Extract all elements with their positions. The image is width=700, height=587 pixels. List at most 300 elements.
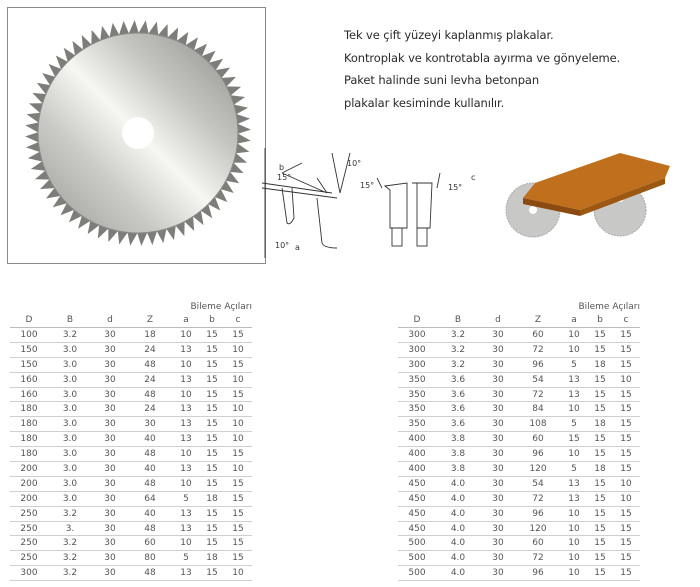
table-cell: 10 — [612, 372, 640, 387]
table-cell: 3.0 — [48, 447, 92, 462]
column-header: c — [612, 313, 640, 328]
table-cell: 30 — [92, 566, 128, 581]
table-cell: 180 — [10, 447, 48, 462]
table-cell: 30 — [92, 506, 128, 521]
panel-cutting-illustration — [505, 138, 690, 248]
table-cell: 15 — [224, 536, 252, 551]
table-cell: 15 — [612, 536, 640, 551]
table-cell: 200 — [10, 476, 48, 491]
table-cell: 10 — [224, 432, 252, 447]
table-cell: 180 — [10, 432, 48, 447]
table-cell: 30 — [480, 447, 516, 462]
table-cell: 60 — [128, 536, 172, 551]
column-header: a — [560, 313, 588, 328]
table-cell: 10 — [612, 491, 640, 506]
table-row — [10, 491, 252, 506]
table-cell: 3.0 — [48, 462, 92, 477]
group-header: Bileme Açıları — [190, 301, 252, 312]
table-cell: 3. — [48, 521, 92, 536]
table-row — [398, 432, 640, 447]
table-row — [398, 417, 640, 432]
table-row — [398, 506, 640, 521]
label-top-angle: 10° — [347, 159, 362, 168]
table-cell: 4.0 — [436, 491, 480, 506]
table-cell: 15 — [200, 536, 224, 551]
table-cell: 96 — [516, 506, 560, 521]
column-header: d — [92, 313, 128, 328]
description-line: plakalar kesiminde kullanılır. — [344, 95, 505, 110]
table-row — [10, 536, 252, 551]
table-cell: 15 — [224, 521, 252, 536]
table-cell: 4.0 — [436, 476, 480, 491]
column-header: B — [48, 313, 92, 328]
column-header: a — [172, 313, 200, 328]
table-cell: 3.0 — [48, 491, 92, 506]
table-cell: 3.0 — [48, 357, 92, 372]
table-cell: 400 — [398, 447, 436, 462]
label-a-angle: 10° — [275, 241, 290, 250]
table-cell: 48 — [128, 566, 172, 581]
table-cell: 15 — [588, 566, 612, 581]
table-cell: 350 — [398, 402, 436, 417]
table-cell: 15 — [224, 551, 252, 566]
table-cell: 60 — [516, 328, 560, 343]
table-cell: 15 — [588, 342, 612, 357]
label-b: b — [279, 163, 285, 172]
table-cell: 400 — [398, 432, 436, 447]
table-cell: 30 — [92, 462, 128, 477]
table-cell: 15 — [588, 432, 612, 447]
table-row — [10, 342, 252, 357]
table-cell: 15 — [200, 447, 224, 462]
table-cell: 18 — [200, 491, 224, 506]
table-row — [398, 491, 640, 506]
table-row — [398, 521, 640, 536]
blade-spec-table-left — [10, 300, 252, 581]
table-cell: 15 — [200, 357, 224, 372]
table-cell: 15 — [200, 432, 224, 447]
table-cell: 4.0 — [436, 566, 480, 581]
table-cell: 30 — [480, 417, 516, 432]
table-cell: 15 — [588, 506, 612, 521]
table-cell: 30 — [92, 491, 128, 506]
table-cell: 15 — [224, 387, 252, 402]
table-cell: 3.8 — [436, 462, 480, 477]
table-cell: 10 — [560, 402, 588, 417]
table-cell: 3.8 — [436, 447, 480, 462]
table-cell: 15 — [200, 328, 224, 343]
table-cell: 13 — [172, 566, 200, 581]
table-cell: 80 — [128, 551, 172, 566]
table-cell: 10 — [224, 462, 252, 477]
table-cell: 30 — [480, 402, 516, 417]
table-cell: 60 — [516, 432, 560, 447]
table-cell: 72 — [516, 342, 560, 357]
table-cell: 300 — [398, 328, 436, 343]
table-cell: 96 — [516, 447, 560, 462]
table-cell: 30 — [92, 476, 128, 491]
table-cell: 54 — [516, 372, 560, 387]
table-row — [398, 357, 640, 372]
description-line: Kontroplak ve kontrotabla ayırma ve gönyeleme. — [344, 50, 621, 65]
table-cell: 5 — [560, 462, 588, 477]
table-cell: 3.2 — [48, 328, 92, 343]
table-row — [10, 417, 252, 432]
table-cell: 150 — [10, 357, 48, 372]
table-row — [10, 521, 252, 536]
table-cell: 10 — [224, 342, 252, 357]
tooth-angle-diagram — [262, 148, 482, 258]
table-cell: 40 — [128, 432, 172, 447]
table-row — [398, 372, 640, 387]
table-cell: 15 — [588, 536, 612, 551]
table-cell: 13 — [172, 506, 200, 521]
table-cell: 15 — [588, 372, 612, 387]
table-cell: 15 — [224, 357, 252, 372]
table-cell: 15 — [224, 328, 252, 343]
column-header: b — [588, 313, 612, 328]
table-row — [10, 551, 252, 566]
table-cell: 13 — [172, 417, 200, 432]
table-cell: 3.8 — [436, 432, 480, 447]
table-cell: 18 — [200, 551, 224, 566]
table-cell: 3.2 — [436, 328, 480, 343]
description-line: Tek ve çift yüzeyi kaplanmış plakalar. — [344, 28, 554, 42]
column-header: D — [10, 313, 48, 328]
table-cell: 15 — [612, 432, 640, 447]
table-row — [398, 447, 640, 462]
table-cell: 15 — [588, 328, 612, 343]
table-cell: 300 — [10, 566, 48, 581]
table-cell: 30 — [480, 476, 516, 491]
table-row — [10, 357, 252, 372]
table-row — [398, 476, 640, 491]
table-cell: 150 — [10, 342, 48, 357]
table-row — [10, 328, 252, 343]
table-cell: 3.2 — [436, 357, 480, 372]
table-cell: 15 — [588, 521, 612, 536]
table-cell: 15 — [200, 506, 224, 521]
table-cell: 30 — [480, 328, 516, 343]
table-cell: 15 — [200, 417, 224, 432]
table-cell: 15 — [200, 476, 224, 491]
table-cell: 400 — [398, 462, 436, 477]
table-cell: 4.0 — [436, 506, 480, 521]
table-cell: 160 — [10, 387, 48, 402]
table-cell: 13 — [172, 402, 200, 417]
table-row — [398, 402, 640, 417]
label-b-angle: 15° — [277, 173, 292, 182]
table-row — [10, 566, 252, 581]
table-row — [398, 328, 640, 343]
table-cell: 160 — [10, 372, 48, 387]
table-cell: 13 — [172, 432, 200, 447]
table-cell: 250 — [10, 521, 48, 536]
table-cell: 108 — [516, 417, 560, 432]
table-cell: 15 — [612, 328, 640, 343]
column-header: b — [200, 313, 224, 328]
table-cell: 10 — [224, 372, 252, 387]
table-cell: 84 — [516, 402, 560, 417]
table-cell: 30 — [480, 566, 516, 581]
table-cell: 30 — [92, 372, 128, 387]
table-cell: 15 — [200, 462, 224, 477]
table-cell: 5 — [560, 417, 588, 432]
table-cell: 15 — [612, 551, 640, 566]
table-cell: 3.6 — [436, 387, 480, 402]
table-cell: 3.2 — [436, 342, 480, 357]
table-cell: 15 — [200, 387, 224, 402]
table-cell: 30 — [92, 328, 128, 343]
group-header: Bileme Açıları — [578, 301, 640, 312]
table-cell: 200 — [10, 491, 48, 506]
description-text — [344, 24, 620, 114]
table-cell: 100 — [10, 328, 48, 343]
table-cell: 64 — [128, 491, 172, 506]
table-cell: 10 — [224, 566, 252, 581]
table-cell: 15 — [612, 417, 640, 432]
table-cell: 3.0 — [48, 342, 92, 357]
table-cell: 10 — [224, 417, 252, 432]
table-cell: 15 — [612, 387, 640, 402]
table-cell: 15 — [588, 551, 612, 566]
table-row — [10, 462, 252, 477]
table-cell: 10 — [560, 551, 588, 566]
table-cell: 10 — [172, 476, 200, 491]
table-cell: 120 — [516, 521, 560, 536]
table-cell: 15 — [612, 402, 640, 417]
table-cell: 10 — [172, 536, 200, 551]
table-cell: 48 — [128, 447, 172, 462]
column-header: Z — [128, 313, 172, 328]
table-cell: 15 — [612, 447, 640, 462]
table-cell: 15 — [200, 402, 224, 417]
table-cell: 10 — [224, 402, 252, 417]
table-cell: 4.0 — [436, 521, 480, 536]
table-cell: 30 — [92, 342, 128, 357]
table-cell: 30 — [92, 357, 128, 372]
table-cell: 13 — [172, 521, 200, 536]
table-cell: 24 — [128, 342, 172, 357]
table-row — [10, 476, 252, 491]
table-cell: 4.0 — [436, 551, 480, 566]
label-c-left-angle: 15° — [360, 181, 375, 190]
table-cell: 15 — [560, 432, 588, 447]
table-cell: 18 — [588, 357, 612, 372]
table-cell: 13 — [560, 491, 588, 506]
table-cell: 10 — [172, 328, 200, 343]
table-cell: 10 — [560, 506, 588, 521]
table-cell: 18 — [128, 328, 172, 343]
table-row — [10, 432, 252, 447]
table-cell: 30 — [92, 551, 128, 566]
table-cell: 5 — [172, 551, 200, 566]
table-cell: 30 — [480, 342, 516, 357]
table-cell: 15 — [224, 447, 252, 462]
table-cell: 13 — [560, 372, 588, 387]
table-cell: 30 — [480, 491, 516, 506]
table-cell: 15 — [612, 342, 640, 357]
table-cell: 250 — [10, 506, 48, 521]
table-cell: 15 — [612, 506, 640, 521]
table-cell: 40 — [128, 506, 172, 521]
table-cell: 350 — [398, 417, 436, 432]
table-cell: 120 — [516, 462, 560, 477]
table-cell: 10 — [560, 521, 588, 536]
table-cell: 15 — [224, 476, 252, 491]
table-cell: 3.2 — [48, 551, 92, 566]
table-cell: 10 — [560, 328, 588, 343]
table-cell: 30 — [480, 536, 516, 551]
table-cell: 30 — [92, 432, 128, 447]
table-cell: 180 — [10, 417, 48, 432]
table-cell: 15 — [224, 506, 252, 521]
table-cell: 15 — [612, 357, 640, 372]
table-row — [398, 536, 640, 551]
table-cell: 30 — [480, 551, 516, 566]
column-header: c — [224, 313, 252, 328]
table-cell: 3.0 — [48, 432, 92, 447]
table-row — [398, 342, 640, 357]
table-cell: 48 — [128, 387, 172, 402]
table-cell: 72 — [516, 551, 560, 566]
table-cell: 10 — [612, 476, 640, 491]
table-cell: 72 — [516, 491, 560, 506]
table-cell: 450 — [398, 506, 436, 521]
table-row — [10, 372, 252, 387]
table-cell: 15 — [588, 402, 612, 417]
table-row — [398, 387, 640, 402]
table-cell: 3.6 — [436, 417, 480, 432]
table-cell: 30 — [92, 447, 128, 462]
column-header: D — [398, 313, 436, 328]
table-cell: 40 — [128, 462, 172, 477]
table-cell: 15 — [200, 566, 224, 581]
table-cell: 15 — [200, 342, 224, 357]
column-header: B — [436, 313, 480, 328]
table-cell: 15 — [588, 447, 612, 462]
table-cell: 15 — [612, 462, 640, 477]
table-cell: 96 — [516, 566, 560, 581]
table-cell: 30 — [128, 417, 172, 432]
table-cell: 3.2 — [48, 566, 92, 581]
table-row — [10, 402, 252, 417]
table-cell: 15 — [588, 491, 612, 506]
table-cell: 13 — [172, 342, 200, 357]
table-cell: 3.0 — [48, 372, 92, 387]
label-a: a — [295, 243, 300, 252]
circular-saw-blade-image — [23, 18, 253, 248]
label-c: c — [471, 173, 476, 182]
table-cell: 10 — [172, 447, 200, 462]
table-cell: 60 — [516, 536, 560, 551]
table-cell: 500 — [398, 536, 436, 551]
table-cell: 30 — [480, 357, 516, 372]
table-cell: 3.0 — [48, 387, 92, 402]
table-cell: 30 — [92, 417, 128, 432]
table-cell: 300 — [398, 357, 436, 372]
table-cell: 450 — [398, 476, 436, 491]
table-cell: 30 — [92, 402, 128, 417]
table-cell: 13 — [172, 372, 200, 387]
table-cell: 3.6 — [436, 402, 480, 417]
table-cell: 180 — [10, 402, 48, 417]
table-cell: 30 — [480, 506, 516, 521]
table-cell: 30 — [480, 432, 516, 447]
table-cell: 96 — [516, 357, 560, 372]
table-cell: 250 — [10, 536, 48, 551]
table-cell: 13 — [560, 476, 588, 491]
table-cell: 30 — [480, 462, 516, 477]
blade-spec-table-right — [398, 300, 640, 581]
table-cell: 30 — [480, 387, 516, 402]
table-cell: 350 — [398, 387, 436, 402]
table-cell: 15 — [200, 372, 224, 387]
table-cell: 10 — [560, 447, 588, 462]
table-cell: 3.0 — [48, 476, 92, 491]
table-cell: 10 — [560, 342, 588, 357]
table-cell: 350 — [398, 372, 436, 387]
table-cell: 3.0 — [48, 402, 92, 417]
table-cell: 10 — [560, 566, 588, 581]
column-header: Z — [516, 313, 560, 328]
table-cell: 13 — [172, 462, 200, 477]
table-row — [398, 566, 640, 581]
table-cell: 10 — [172, 357, 200, 372]
table-cell: 15 — [612, 566, 640, 581]
table-cell: 15 — [612, 521, 640, 536]
table-cell: 15 — [588, 476, 612, 491]
table-cell: 30 — [92, 536, 128, 551]
table-cell: 24 — [128, 402, 172, 417]
table-cell: 30 — [92, 521, 128, 536]
table-row — [398, 462, 640, 477]
table-row — [398, 551, 640, 566]
description-line: Paket halinde suni levha betonpan — [344, 73, 540, 87]
table-cell: 4.0 — [436, 536, 480, 551]
table-cell: 300 — [398, 342, 436, 357]
table-cell: 3.0 — [48, 417, 92, 432]
table-cell: 18 — [588, 417, 612, 432]
table-cell: 54 — [516, 476, 560, 491]
table-cell: 10 — [172, 387, 200, 402]
table-cell: 5 — [172, 491, 200, 506]
table-cell: 48 — [128, 521, 172, 536]
table-row — [10, 506, 252, 521]
table-cell: 3.6 — [436, 372, 480, 387]
table-cell: 30 — [480, 521, 516, 536]
table-cell: 15 — [224, 491, 252, 506]
blade-photo-frame — [7, 7, 266, 264]
table-cell: 48 — [128, 476, 172, 491]
label-c-right-angle: 15° — [448, 183, 463, 192]
table-cell: 200 — [10, 462, 48, 477]
table-cell: 15 — [200, 521, 224, 536]
table-cell: 10 — [560, 536, 588, 551]
table-cell: 18 — [588, 462, 612, 477]
table-cell: 15 — [588, 387, 612, 402]
table-cell: 48 — [128, 357, 172, 372]
table-row — [10, 447, 252, 462]
table-cell: 450 — [398, 521, 436, 536]
table-cell: 13 — [560, 387, 588, 402]
table-cell: 30 — [480, 372, 516, 387]
table-cell: 30 — [92, 387, 128, 402]
table-cell: 500 — [398, 566, 436, 581]
table-cell: 5 — [560, 357, 588, 372]
column-header: d — [480, 313, 516, 328]
table-cell: 450 — [398, 491, 436, 506]
